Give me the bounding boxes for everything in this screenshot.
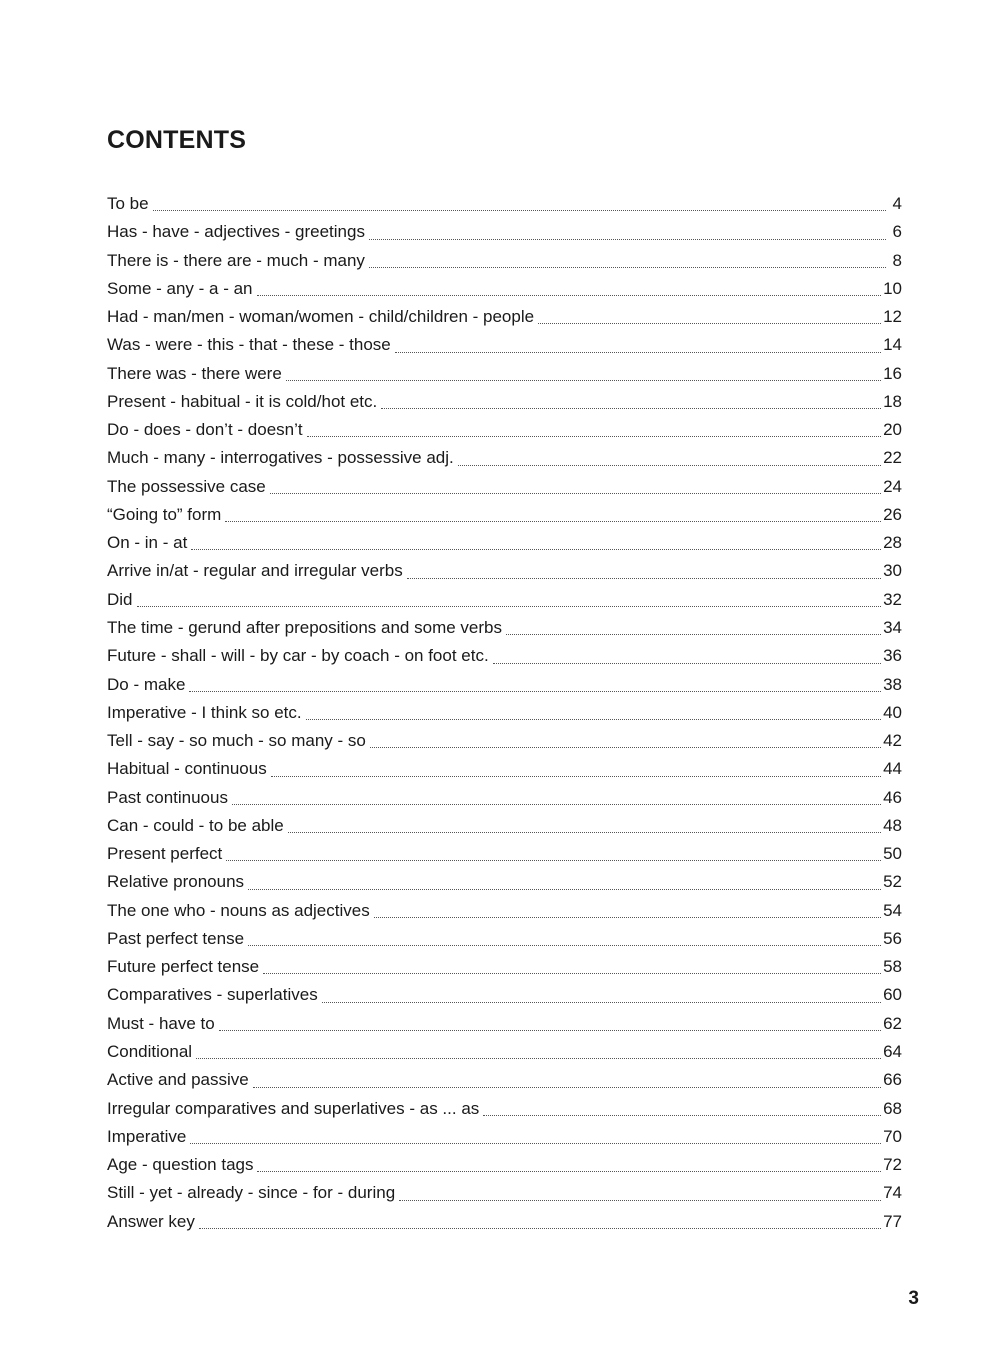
- toc-entry-page: 54: [883, 900, 902, 920]
- toc-entry-page: 56: [883, 928, 902, 948]
- dot-leader: [483, 1115, 881, 1116]
- toc-entry-page: 22: [883, 448, 902, 468]
- dot-leader: [493, 663, 881, 664]
- toc-entry-page: 24: [883, 476, 902, 496]
- toc-entry-title: Do - does - don’t - doesn’t: [107, 420, 303, 440]
- dot-leader: [153, 210, 886, 211]
- dot-leader: [248, 945, 881, 946]
- toc-entry-title: Has - have - adjectives - greetings: [107, 222, 365, 242]
- dot-leader: [286, 380, 881, 381]
- toc-entry: [107, 501, 902, 529]
- dot-leader: [374, 917, 881, 918]
- toc-entry-page: 68: [883, 1098, 902, 1118]
- toc-entry-page: 18: [883, 391, 902, 411]
- toc-entry: [107, 444, 902, 472]
- toc-entry: [107, 1179, 902, 1207]
- toc-entry-title: Comparatives - superlatives: [107, 985, 318, 1005]
- toc-entry-title: There was - there were: [107, 363, 282, 383]
- toc-entry-page: 40: [883, 702, 902, 722]
- toc-entry-title: Present perfect: [107, 844, 223, 864]
- toc-entry-title: “Going to” form: [107, 504, 222, 524]
- toc-entry: [107, 247, 902, 275]
- toc-entry: [107, 840, 902, 868]
- dot-leader: [369, 267, 886, 268]
- toc-entry-page: 74: [883, 1183, 902, 1203]
- toc-entry-title: Future perfect tense: [107, 957, 260, 977]
- dot-leader: [248, 889, 881, 890]
- toc-entry: [107, 671, 902, 699]
- toc-entry-title: Conditional: [107, 1041, 193, 1061]
- toc-entry-page: 66: [883, 1070, 902, 1090]
- toc-entry-title: Arrive in/at - regular and irregular verbs: [107, 561, 403, 581]
- toc-entry-page: 46: [883, 787, 902, 807]
- toc-entry: [107, 642, 902, 670]
- toc-entry-title: Age - question tags: [107, 1155, 254, 1175]
- dot-leader: [407, 578, 881, 579]
- toc-entry-title: Relative pronouns: [107, 872, 245, 892]
- dot-leader: [395, 352, 881, 353]
- toc-entry-title: Was - were - this - that - these - those: [107, 335, 391, 355]
- toc-entry-page: 10: [883, 278, 902, 298]
- dot-leader: [288, 832, 881, 833]
- dot-leader: [369, 239, 886, 240]
- toc-entry: [107, 755, 902, 783]
- toc-entry-page: 42: [883, 731, 902, 751]
- toc-entry: [107, 981, 902, 1009]
- toc-entry: [107, 868, 902, 896]
- toc-entry-page: 34: [883, 617, 902, 637]
- toc-entry: [107, 360, 902, 388]
- dot-leader: [370, 747, 881, 748]
- toc-entry-title: Future - shall - will - by car - by coach - on foot etc.: [107, 646, 489, 666]
- toc-entry: [107, 614, 902, 642]
- toc-entry-page: 12: [883, 307, 902, 327]
- toc-entry: [107, 416, 902, 444]
- toc-entry-page: 36: [883, 646, 902, 666]
- dot-leader: [199, 1228, 881, 1229]
- toc-entry-title: Can - could - to be able: [107, 815, 284, 835]
- toc-entry-page: 52: [883, 872, 902, 892]
- toc-entry: [107, 784, 902, 812]
- toc-entry-page: 64: [883, 1041, 902, 1061]
- toc-entry-page: 32: [883, 589, 902, 609]
- toc-entry: [107, 1123, 902, 1151]
- dot-leader: [190, 1143, 881, 1144]
- toc-entry: [107, 557, 902, 585]
- toc-entry-page: 30: [883, 561, 902, 581]
- toc-entry-title: Do - make: [107, 674, 186, 694]
- toc-entry-title: Irregular comparatives and superlatives - as ... as: [107, 1098, 480, 1118]
- dot-leader: [219, 1030, 881, 1031]
- toc-entry-page: 50: [883, 844, 902, 864]
- dot-leader: [191, 549, 881, 550]
- page-number: 3: [908, 1288, 919, 1309]
- toc-entry: [107, 699, 902, 727]
- toc-entry-page: 6: [892, 222, 902, 242]
- toc-entry-page: 16: [883, 363, 902, 383]
- toc-entry-title: Imperative: [107, 1126, 187, 1146]
- table-of-contents: [107, 190, 902, 1236]
- toc-entry-title: Imperative - I think so etc.: [107, 702, 302, 722]
- dot-leader: [306, 719, 881, 720]
- toc-entry-title: Past continuous: [107, 787, 228, 807]
- dot-leader: [137, 606, 882, 607]
- dot-leader: [225, 521, 881, 522]
- toc-entry-page: 72: [883, 1155, 902, 1175]
- toc-entry-title: Past perfect tense: [107, 928, 245, 948]
- toc-entry-title: Much - many - interrogatives - possessive adj.: [107, 448, 454, 468]
- toc-entry-title: Must - have to: [107, 1013, 215, 1033]
- toc-entry: [107, 727, 902, 755]
- dot-leader: [399, 1200, 881, 1201]
- dot-leader: [226, 860, 881, 861]
- toc-entry-page: 14: [883, 335, 902, 355]
- toc-entry: [107, 190, 902, 218]
- toc-entry-page: 62: [883, 1013, 902, 1033]
- toc-entry-title: The one who - nouns as adjectives: [107, 900, 370, 920]
- page-title: CONTENTS: [107, 126, 247, 154]
- dot-leader: [381, 408, 881, 409]
- toc-entry: [107, 218, 902, 246]
- dot-leader: [538, 323, 881, 324]
- dot-leader: [232, 804, 881, 805]
- toc-entry-page: 70: [883, 1126, 902, 1146]
- toc-entry-title: Answer key: [107, 1211, 195, 1231]
- toc-entry: [107, 953, 902, 981]
- dot-leader: [458, 465, 881, 466]
- toc-entry: [107, 1151, 902, 1179]
- toc-entry: [107, 925, 902, 953]
- toc-entry-page: 38: [883, 674, 902, 694]
- toc-entry-title: There is - there are - much - many: [107, 250, 365, 270]
- toc-entry-title: Did: [107, 589, 133, 609]
- dot-leader: [270, 493, 881, 494]
- toc-entry-page: 58: [883, 957, 902, 977]
- toc-entry: [107, 1066, 902, 1094]
- toc-entry: [107, 388, 902, 416]
- toc-entry-title: On - in - at: [107, 533, 188, 553]
- toc-entry: [107, 331, 902, 359]
- toc-entry-title: Tell - say - so much - so many - so: [107, 731, 366, 751]
- dot-leader: [189, 691, 881, 692]
- toc-entry: [107, 897, 902, 925]
- toc-entry: [107, 1208, 902, 1236]
- toc-entry-title: To be: [107, 194, 149, 213]
- toc-entry-title: Had - man/men - woman/women - child/children - people: [107, 307, 535, 327]
- dot-leader: [257, 1171, 881, 1172]
- dot-leader: [253, 1087, 881, 1088]
- toc-entry-title: Active and passive: [107, 1070, 249, 1090]
- dot-leader: [506, 634, 881, 635]
- toc-entry: [107, 529, 902, 557]
- dot-leader: [271, 776, 881, 777]
- toc-entry: [107, 1038, 902, 1066]
- toc-entry: [107, 586, 902, 614]
- toc-entry-page: 26: [883, 504, 902, 524]
- toc-entry-title: Still - yet - already - since - for - during: [107, 1183, 396, 1203]
- toc-entry: [107, 275, 902, 303]
- dot-leader: [322, 1002, 881, 1003]
- dot-leader: [257, 295, 882, 296]
- toc-entry-title: Present - habitual - it is cold/hot etc.: [107, 391, 378, 411]
- toc-entry-page: 48: [883, 815, 902, 835]
- toc-entry-title: The time - gerund after prepositions and some verbs: [107, 617, 502, 637]
- toc-entry-page: 28: [883, 533, 902, 553]
- toc-entry: [107, 303, 902, 331]
- toc-entry: [107, 1010, 902, 1038]
- toc-entry-page: 8: [892, 250, 902, 270]
- dot-leader: [263, 973, 881, 974]
- toc-entry: [107, 473, 902, 501]
- dot-leader: [307, 436, 881, 437]
- toc-entry: [107, 812, 902, 840]
- toc-entry-title: Some - any - a - an: [107, 278, 253, 298]
- toc-entry-page: 44: [883, 759, 902, 779]
- toc-entry-page: 20: [883, 420, 902, 440]
- toc-entry-title: The possessive case: [107, 476, 266, 496]
- toc-entry-page: 4: [892, 194, 902, 213]
- toc-entry-page: 77: [883, 1211, 902, 1231]
- toc-entry: [107, 1095, 902, 1123]
- dot-leader: [196, 1058, 881, 1059]
- toc-entry-title: Habitual - continuous: [107, 759, 267, 779]
- toc-entry-page: 60: [883, 985, 902, 1005]
